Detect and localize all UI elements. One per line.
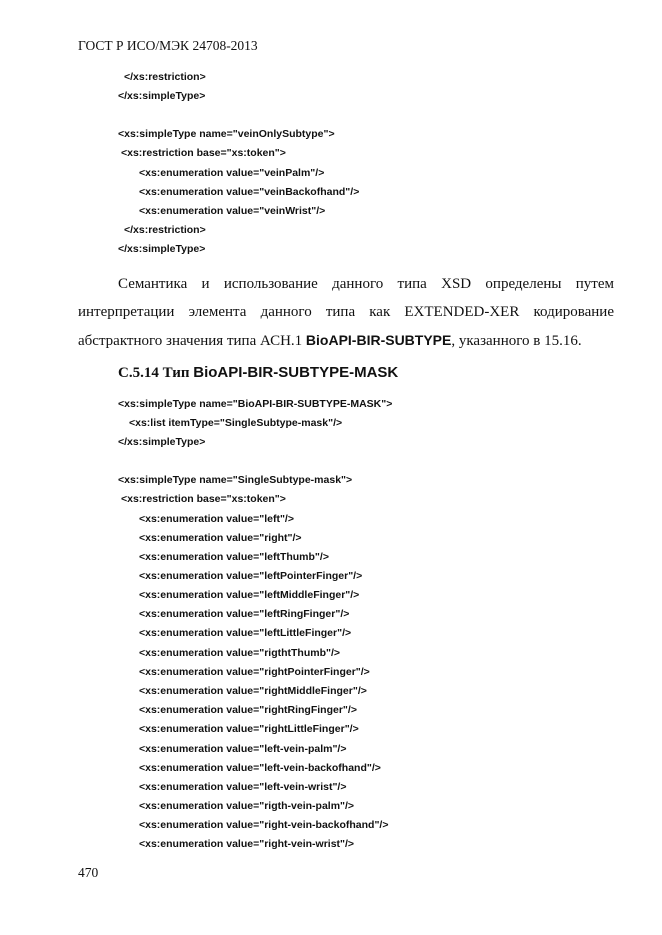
code-line: <xs:enumeration value="rightLittleFinger"/> xyxy=(139,723,359,735)
code-line: <xs:enumeration value="right-vein-wrist"/> xyxy=(139,838,355,850)
section-heading xyxy=(118,364,398,382)
code-line: <xs:restriction base="xs:token"> xyxy=(121,147,286,159)
code-line: <xs:list itemType="SingleSubtype-mask"/> xyxy=(129,417,343,429)
document-header: ГОСТ Р ИСО/МЭК 24708-2013 xyxy=(78,38,258,53)
code-line: <xs:enumeration value="rigth-vein-palm"/> xyxy=(139,800,355,812)
code-line: <xs:enumeration value="veinWrist"/> xyxy=(139,205,326,217)
code-line: <xs:enumeration value="rightPointerFinger"/> xyxy=(139,666,370,678)
code-line: <xs:enumeration value="leftLittleFinger"/> xyxy=(139,627,352,639)
code-line: <xs:enumeration value="rightRingFinger"/> xyxy=(139,704,357,716)
code-line: <xs:enumeration value="left-vein-backofhand"/> xyxy=(139,762,381,774)
code-line: <xs:enumeration value="leftMiddleFinger"/> xyxy=(139,589,360,601)
code-line: <xs:enumeration value="leftPointerFinger"/> xyxy=(139,570,363,582)
section-heading-prefix: С.5.14 Тип xyxy=(118,365,194,381)
code-line: </xs:simpleType> xyxy=(118,90,206,102)
code-line: <xs:restriction base="xs:token"> xyxy=(121,493,286,505)
code-line: <xs:enumeration value="right-vein-backofhand"/> xyxy=(139,819,389,831)
code-line: <xs:enumeration value="veinBackofhand"/> xyxy=(139,186,360,198)
code-line: <xs:simpleType name="BioAPI-BIR-SUBTYPE-MASK"> xyxy=(118,398,393,410)
code-line: </xs:restriction> xyxy=(124,224,206,236)
code-line: <xs:simpleType name="SingleSubtype-mask"> xyxy=(118,474,353,486)
code-line: <xs:enumeration value="right"/> xyxy=(139,532,302,544)
paragraph-text-end: , указанного в 15.16. xyxy=(451,333,582,349)
section-heading-name: BioAPI-BIR-SUBTYPE-MASK xyxy=(193,364,399,381)
page-number: 470 xyxy=(78,865,99,880)
code-line: <xs:enumeration value="rightMiddleFinger"/> xyxy=(139,685,367,697)
code-line: </xs:restriction> xyxy=(124,71,206,83)
code-line: <xs:enumeration value="left-vein-wrist"/> xyxy=(139,781,347,793)
code-line: </xs:simpleType> xyxy=(118,436,206,448)
code-line: </xs:simpleType> xyxy=(118,243,206,255)
code-line: <xs:enumeration value="leftRingFinger"/> xyxy=(139,608,350,620)
paragraph-text: Семантика и использование данного типа XSD определены путем интерпретации элемента данного типа как EXTENDED-XER кодирование абстрактного значения типа АСН.1 xyxy=(78,276,614,349)
paragraph-type-name: BioAPI-BIR-SUBTYPE xyxy=(305,332,452,348)
code-line: <xs:enumeration value="rigthtThumb"/> xyxy=(139,647,341,659)
code-line: <xs:enumeration value="leftThumb"/> xyxy=(139,551,329,563)
code-line: <xs:enumeration value="left"/> xyxy=(139,513,294,525)
body-paragraph xyxy=(78,270,614,355)
code-line: <xs:simpleType name="veinOnlySubtype"> xyxy=(118,128,335,140)
code-line: <xs:enumeration value="veinPalm"/> xyxy=(139,167,325,179)
code-line: <xs:enumeration value="left-vein-palm"/> xyxy=(139,743,347,755)
